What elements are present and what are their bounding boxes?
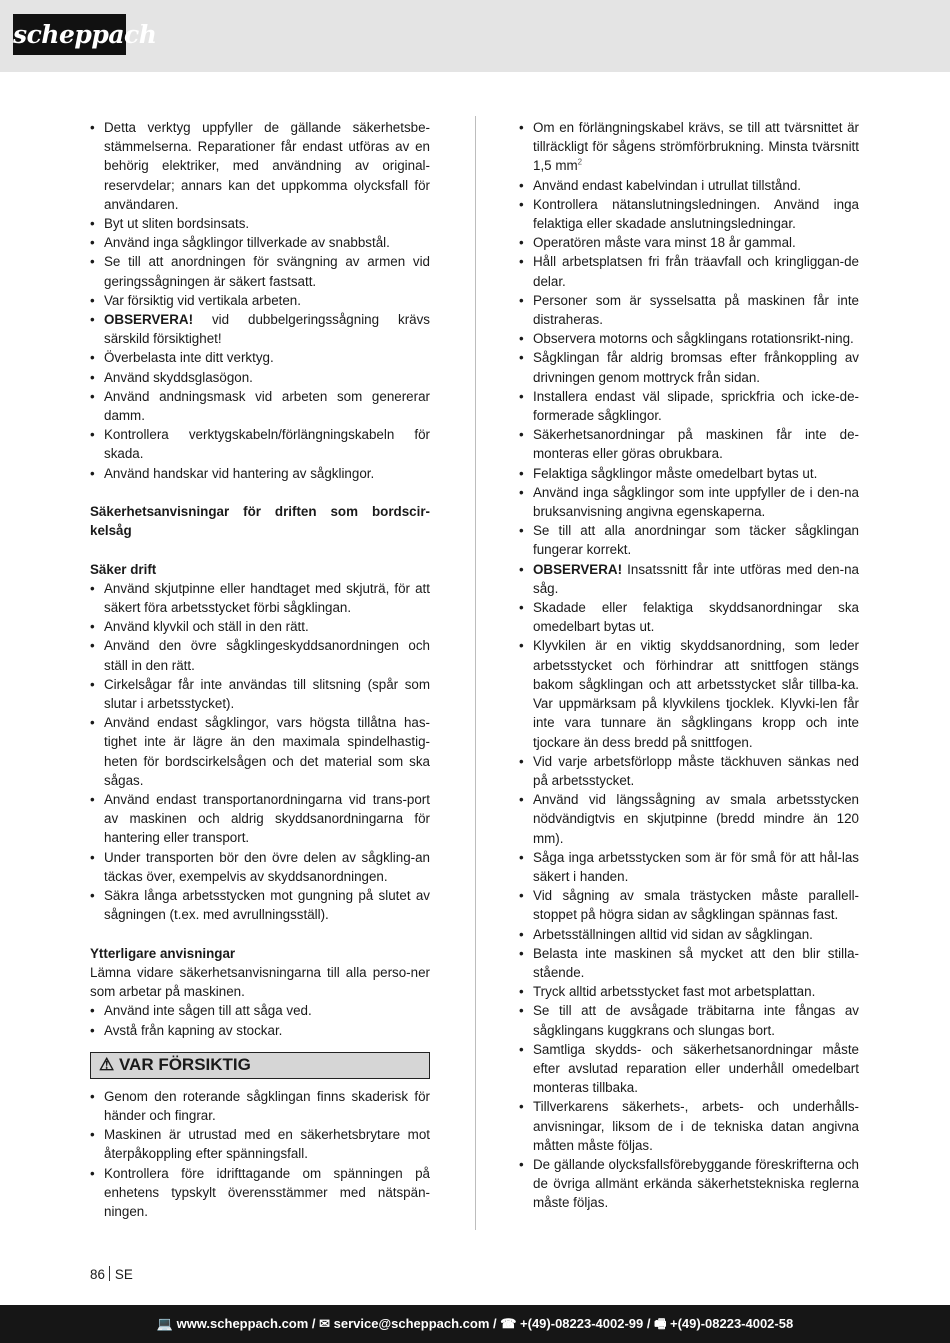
list-item: • Använd inte sågen till att såga ved. [90,1001,430,1020]
caution-box: ⚠ VAR FÖRSIKTIG [90,1052,430,1079]
footer-contact: 💻 www.scheppach.com / ✉ service@scheppach.com / ☎ +(49)-08223-4002-99 / 🖷 +(49)-08223-4002-58 [156,1316,794,1331]
list-item: • Håll arbetsplatsen fri från träavfall och kringliggan-de delar. [519,252,859,290]
safety-list-2 [90,579,430,925]
list-item: • Cirkelsågar får inte användas till slitsning (spår som slutar i arbetsstycket). [90,675,430,713]
list-item: • Under transporten bör den övre delen av sågkling-an täckas över, exempelvis av skyddsanordningen. [90,848,430,886]
list-item: • Operatören måste vara minst 18 år gammal. [519,233,859,252]
list-item: • Använd inga sågklingor tillverkade av snabbstål. [90,233,430,252]
list-item: • Skadade eller felaktiga skyddsanordningar ska omedelbart bytas ut. [519,598,859,636]
safe-operation-title: Säker drift [90,561,157,577]
list-item: • Tillverkarens säkerhets-, arbets- och underhålls-anvisningar, liksom de i de tekniska datan angivna måtten måste följas. [519,1097,859,1155]
list-item: • Använd endast sågklingor, vars högsta tillåtna has-tighet inte är lägre än den maximala spindelhastig-heten för bordscirkelsågen och det material som ska sågas. [90,713,430,790]
language-code: SE [114,1267,133,1282]
list-item: • Använd skjutpinne eller handtaget med skjuträ, för att säkert föra arbetsstycket förbi sågklingan. [90,579,430,617]
page-number-separator [109,1266,110,1281]
safety-list-4 [90,1087,430,1221]
list-item: • Överbelasta inte ditt verktyg. [90,348,430,367]
list-item: • Observera motorns och sågklingans rotationsrikt-ning. [519,329,859,348]
list-item: • Såga inga arbetsstycken som är för små för att hål-las säkert i handen. [519,848,859,886]
list-item: • Avstå från kapning av stockar. [90,1021,430,1040]
list-item: • Vid sågning av smala trästycken måste parallell-stoppet på högra sidan av sågklingan spännas fast. [519,886,859,924]
list-item: • Använd endast transportanordningarna vid trans-port av maskinen och aldrig skyddsanordningarna för hantering eller transport. [90,790,430,848]
list-item: • Använd vid längssågning av smala arbetsstycken nödvändigtvis en skjutpinne (bredd mindre än 120 mm). [519,790,859,848]
page-number [90,1265,133,1284]
list-item: • Kontrollera verktygskabeln/förlängningskabeln för skada. [90,425,430,463]
brand-logo: scheppach [13,14,126,55]
list-item: • Var försiktig vid vertikala arbeten. [90,291,430,310]
list-item: • Genom den roterande sågklingan finns skaderisk för händer och fingrar. [90,1087,430,1125]
list-item: • Sågklingan får aldrig bromsas efter frånkoppling av drivningen genom mottryck från sidan. [519,348,859,386]
safety-list-3 [90,1001,430,1039]
list-item: • Belasta inte maskinen så mycket att den blir stilla-stående. [519,944,859,982]
right-column [519,118,859,1213]
list-item: • Installera endast väl slipade, sprickfria och icke-de-formerade sågklingor. [519,387,859,425]
list-item: • De gällande olycksfallsförebyggande föreskrifterna och de övriga allmänt erkända säkerhetstekniska reglerna måste följas. [519,1155,859,1213]
list-item: • Klyvkilen är en viktig skyddsanordning, som leder arbetsstycket och förhindrar att snittfogen stängs bakom sågklingan och att arbetsstycket slår tillba-ka. Var uppmärksam på klyvkilens tjocklek. Klyvki-len får inte vara tunnare än sågklingans kropp och inte tjockare än dess bredd på snittfogen. [519,636,859,751]
further-instructions-title: Ytterligare anvisningar [90,945,236,961]
safety-list-right [519,118,859,1213]
list-item: • Arbetsställningen alltid vid sidan av sågklingan. [519,925,859,944]
superscript: 2 [577,157,583,167]
left-column [90,118,430,1221]
list-item: • Kontrollera nätanslutningsledningen. Använd inga felaktiga eller skadade anslutningsledningar. [519,195,859,233]
safety-list-1 [90,118,430,483]
list-item: • Se till att de avsågade träbitarna inte fångas av sågklingans kuggkrans och slungas bort. [519,1001,859,1039]
header-bar [0,0,950,72]
observera-label: OBSERVERA! [104,312,194,328]
list-item: • Använd skyddsglasögon. [90,368,430,387]
section-title: Säkerhetsanvisningar för driften som bordscir-kelsåg [90,504,430,539]
list-item: • Använd andningsmask vid arbeten som genererar damm. [90,387,430,425]
footer-bar [0,1305,950,1343]
list-item: • Säkra långa arbetsstycken mot gungning på slutet av sågningen (t.ex. med avrullningsställ). [90,886,430,924]
list-item: • Se till att anordningen för svängning av armen vid geringssågningen är säkert fastsatt. [90,252,430,290]
list-item: • Samtliga skydds- och säkerhetsanordningar måste efter avslutad reparation eller underhåll omedelbart monteras tillbaka. [519,1040,859,1098]
observera-text: vid dubbelgeringssågning krävs särskild försiktighet! [104,312,430,347]
observera-text: Insatssnitt får inte utföras med den-na såg. [533,561,859,596]
page-number-value: 86 [90,1267,105,1282]
list-item: • Använd klyvkil och ställ in den rätt. [90,617,430,636]
extension-cable-text: Om en förlängningskabel krävs, se till att tvärsnittet är tillräckligt för sågens strömförbrukning. Minsta tvärsnitt 1,5 mm [533,120,859,174]
list-item: • Använd endast kabelvindan i utrullat tillstånd. [519,176,859,195]
list-item: • Byt ut sliten bordsinsats. [90,214,430,233]
list-item: • Maskinen är utrustad med en säkerhetsbrytare mot återpåkoppling efter spänningsfall. [90,1125,430,1163]
list-item-observera [90,310,430,348]
list-item: • Detta verktyg uppfyller de gällande säkerhetsbe-stämmelserna. Reparationer får endast utföras av en behörig elektriker, med användning av original-reservdelar; annars kan det uppkomma olycksfall för användaren. [90,118,430,214]
list-item: • Tryck alltid arbetsstycket fast mot arbetsplattan. [519,982,859,1001]
list-item: • Vid varje arbetsförlopp måste täckhuven sänkas ned på arbetsstycket. [519,752,859,790]
list-item: • Säkerhetsanordningar på maskinen får inte de-monteras eller göras obrukbara. [519,425,859,463]
list-item: • Använd den övre sågklingeskyddsanordningen och ställ in den rätt. [90,636,430,674]
observera-label: OBSERVERA! [533,561,623,577]
list-item: • Felaktiga sågklingor måste omedelbart bytas ut. [519,464,859,483]
list-item: • Använd inga sågklingor som inte uppfyller de i den-na bruksanvisning angivna egenskaperna. [519,483,859,521]
list-item: • Personer som är sysselsatta på maskinen får inte distraheras. [519,291,859,329]
list-item: • Kontrollera före idrifttagande om spänningen på enhetens typskylt överensstämmer med nätspän-ningen. [90,1164,430,1222]
list-item-observera [519,560,859,598]
column-divider [475,116,476,1230]
list-item: • Använd handskar vid hantering av sågklingor. [90,464,430,483]
further-instructions-text: Lämna vidare säkerhetsanvisningarna till alla perso-ner som arbetar på maskinen. [90,964,430,1000]
list-item [519,118,859,176]
list-item: • Se till att alla anordningar som täcker sågklingan fungerar korrekt. [519,521,859,559]
